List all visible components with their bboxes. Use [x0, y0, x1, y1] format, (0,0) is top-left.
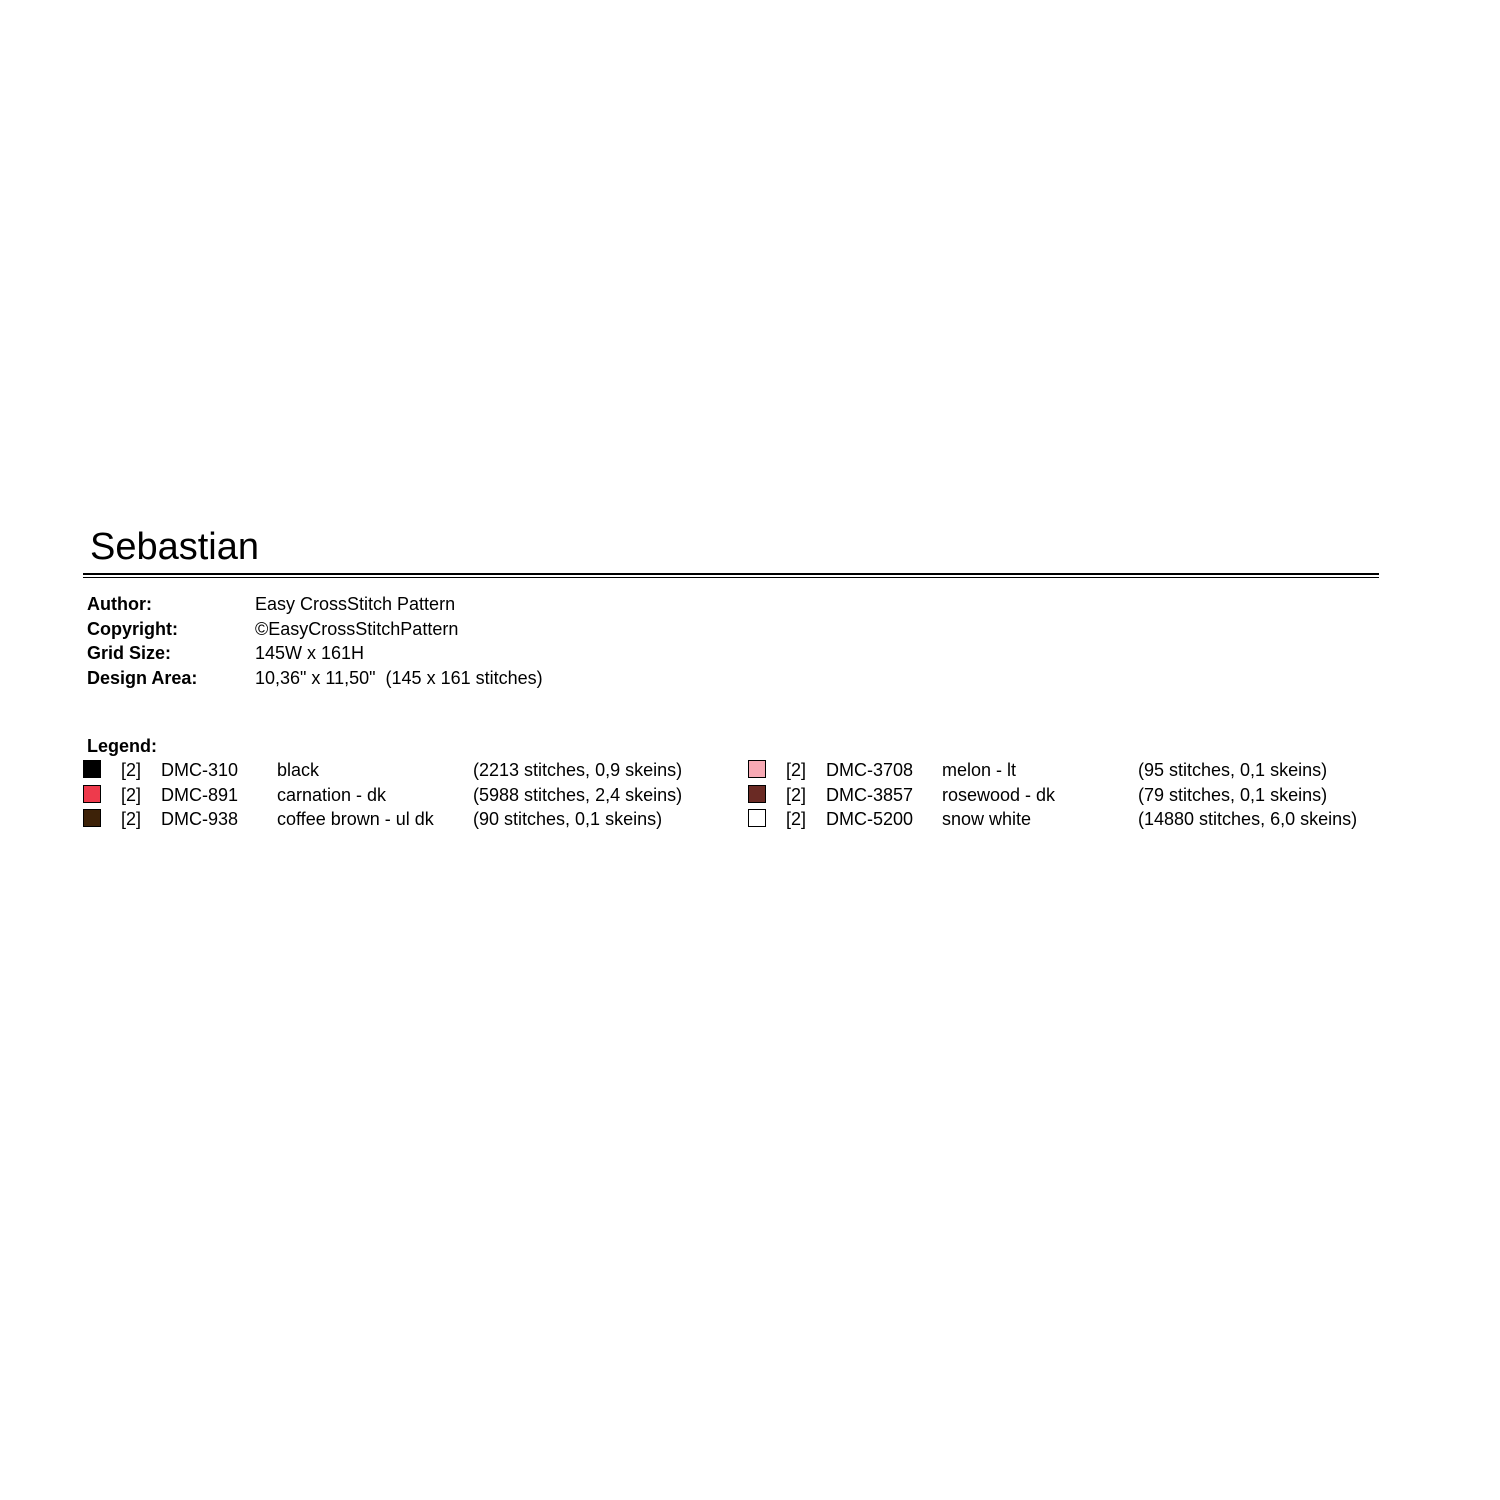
- legend-code: DMC-938: [161, 809, 239, 829]
- grid-size-row: [87, 641, 543, 666]
- legend-usage: (79 stitches, 0,1 skeins): [1138, 784, 1328, 805]
- copyright-value: ©EasyCrossStitchPattern: [255, 618, 459, 639]
- color-swatch: [748, 809, 766, 827]
- design-area-label: Design Area:: [87, 667, 198, 688]
- color-swatch: [83, 785, 101, 803]
- pattern-info: [87, 592, 543, 690]
- legend-strands: [2]: [121, 784, 142, 805]
- legend-code: DMC-3857: [826, 784, 914, 805]
- legend-code: DMC-3708: [826, 760, 914, 780]
- legend-usage: (5988 stitches, 2,4 skeins): [473, 784, 683, 805]
- legend-title: Legend:: [87, 736, 157, 756]
- legend-color-name: coffee brown - ul dk: [277, 809, 434, 829]
- legend-strands: [2]: [786, 784, 807, 805]
- legend-usage: (95 stitches, 0,1 skeins): [1138, 760, 1328, 780]
- legend-strands: [2]: [786, 760, 807, 780]
- title-divider-thin: [83, 577, 1379, 578]
- color-swatch: [748, 785, 766, 803]
- color-swatch: [748, 760, 766, 778]
- legend-usage: (90 stitches, 0,1 skeins): [473, 809, 663, 829]
- author-label: Author:: [87, 594, 152, 614]
- grid-size-value: 145W x 161H: [255, 643, 365, 663]
- page-title: Sebastian: [90, 526, 260, 568]
- author-row: [87, 592, 543, 617]
- legend-usage: (2213 stitches, 0,9 skeins): [473, 760, 683, 780]
- legend-color-name: carnation - dk: [277, 784, 387, 805]
- legend-code: DMC-5200: [826, 809, 914, 829]
- author-value: Easy CrossStitch Pattern: [255, 594, 456, 614]
- legend-color-name: rosewood - dk: [942, 784, 1056, 805]
- legend-color-name: snow white: [942, 809, 1032, 829]
- grid-size-label: Grid Size:: [87, 643, 172, 663]
- title-divider-thick: [83, 573, 1379, 575]
- legend-strands: [2]: [786, 809, 807, 829]
- legend-strands: [2]: [121, 760, 142, 780]
- legend-color-name: melon - lt: [942, 760, 1017, 780]
- color-swatch: [83, 760, 101, 778]
- legend-strands: [2]: [121, 809, 142, 829]
- copyright-label: Copyright:: [87, 618, 178, 639]
- legend-usage: (14880 stitches, 6,0 skeins): [1138, 809, 1358, 829]
- color-swatch: [83, 809, 101, 827]
- design-area-value: 10,36" x 11,50" (145 x 161 stitches): [255, 667, 543, 688]
- legend-color-name: black: [277, 760, 320, 780]
- copyright-row: [87, 617, 543, 642]
- design-area-row: [87, 666, 543, 691]
- legend-code: DMC-891: [161, 784, 239, 805]
- legend-code: DMC-310: [161, 760, 239, 780]
